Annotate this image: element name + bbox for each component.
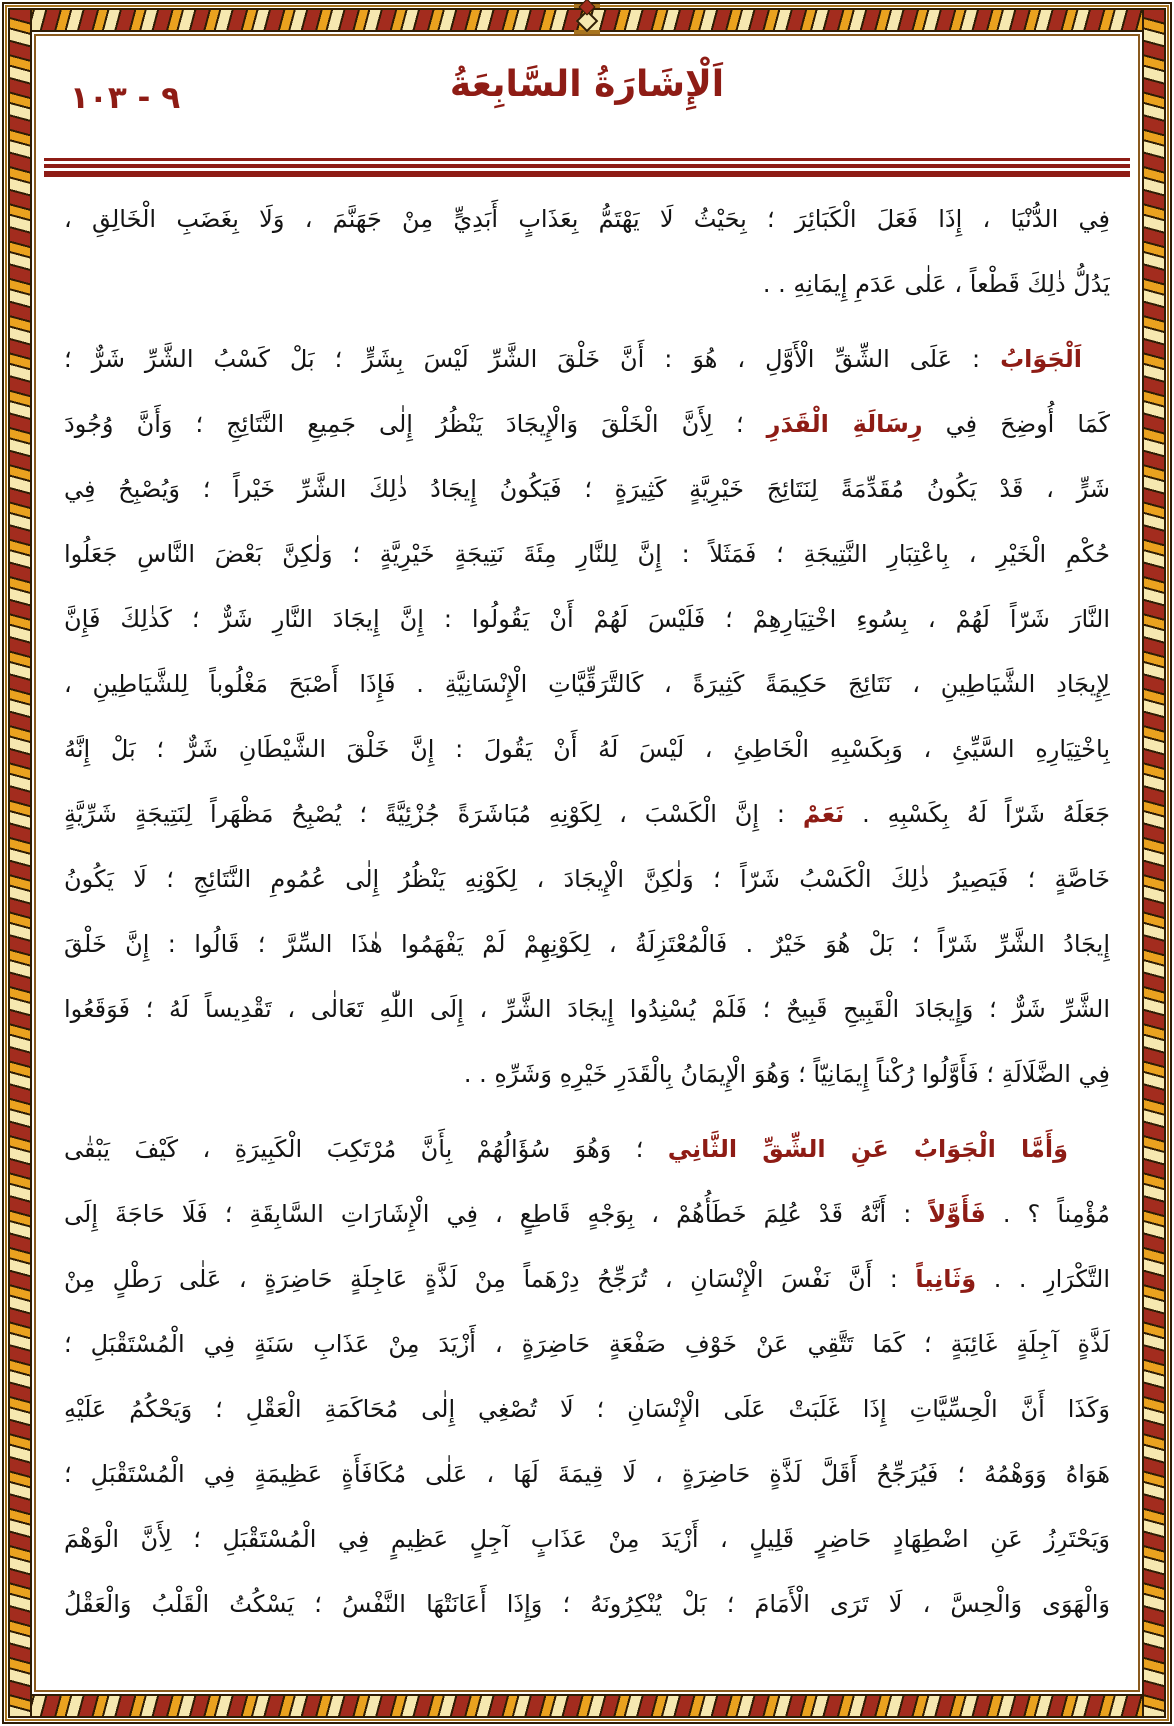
text-line — [64, 977, 1110, 1042]
text-segment: : إِنَّ الْكَسْبَ ، لِكَوْنِهِ مُبَاشَرَةً جُزْئِيَّةً ؛ يُصْبِحُ مَظْهَراً لِنَتِيجَةٍ شَرِّيَّةٍ — [64, 800, 803, 828]
emphasis-red: نَعَمْ — [802, 800, 845, 828]
text-line — [64, 187, 1110, 252]
page-content — [64, 46, 1110, 1686]
text-line — [64, 1377, 1110, 1442]
text-segment: خَاصَّةٍ ؛ فَيَصِيرُ ذٰلِكَ الْكَسْبُ شَرّاً ؛ وَلٰكِنَّ الْإِيجَادَ ، لِكَوْنِهِ يَنْظُرُ إِلٰى عُمُومِ النَّتَائِجِ ؛ لَا يَكُونُ — [64, 865, 1110, 893]
text-segment: إِيجَادُ الشَّرِّ شَرّاً ؛ بَلْ هُوَ خَيْرٌ . فَالْمُعْتَزِلَةُ ، لِكَوْنِهِمْ لَمْ يَفْهَمُوا هٰذَا السِّرَّ ؛ قَالُوا : إِنَّ خَلْقَ — [64, 930, 1110, 958]
text-line — [64, 1572, 1110, 1637]
emphasis-red: فَأَوَّلاً — [928, 1200, 986, 1228]
text-segment: شَرٍّ ، قَدْ يَكُونُ مُقَدِّمَةً لِنَتَائِجَ خَيْرِيَّةٍ كَثِيرَةٍ ؛ فَيَكُونُ إِيجَادُ ذٰلِكَ الشَّرِّ خَيْراً ؛ وَيُصْبِحُ فِي — [64, 475, 1110, 503]
paragraph — [64, 187, 1110, 317]
text-segment: لَذَّةٍ آجِلَةٍ غَائِبَةٍ ؛ كَمَا تَتَّقِي عَنْ خَوْفِ صَفْعَةٍ حَاضِرَةٍ ، أَزْيَدَ مِنْ عَذَابِ سَنَةٍ فِي الْمُسْتَقْبَلِ ؛ — [64, 1330, 1110, 1358]
text-segment: فِي الدُّنْيَا ، إِذَا فَعَلَ الْكَبَائِرَ ؛ بِحَيْثُ لَا يَهْتَمُّ بِعَذَابٍ أَبَدِيٍّ مِنْ جَهَنَّمَ ، وَلَا بِغَضَبِ الْخَالِقِ ، — [64, 205, 1110, 233]
text-line — [64, 252, 1110, 317]
text-segment: يَدُلُّ ذٰلِكَ قَطْعاً ، عَلٰى عَدَمِ إِيمَانِهِ . . — [762, 270, 1110, 298]
text-line — [64, 782, 1110, 847]
text-line — [64, 587, 1110, 652]
page-number: ٩ - ١٠٣ — [70, 80, 181, 116]
text-line — [64, 912, 1110, 977]
frame-band-right — [1142, 8, 1166, 1718]
emphasis-red: اَلْجَوَابُ — [1000, 345, 1082, 373]
frame-band-left — [8, 8, 32, 1718]
paragraph — [64, 327, 1110, 1107]
text-segment: بِاخْتِيَارِهِ السَّيِّئِ ، وَبِكَسْبِهِ الْخَاطِئِ ، لَيْسَ لَهُ أَنْ يَقُولَ : إِنَّ خَلْقَ الشَّيْطَانِ شَرٌّ ؛ بَلْ إِنَّهُ — [64, 735, 1110, 763]
text-segment: : أَنَّ نَفْسَ الْإِنْسَانِ ، تُرَجِّحُ دِرْهَماً مِنْ لَذَّةٍ عَاجِلَةٍ حَاضِرَةٍ ، عَلٰى رَطْلٍ مِنْ — [64, 1265, 916, 1293]
text-line — [64, 392, 1110, 457]
text-line — [64, 327, 1110, 392]
text-segment: وَالْهَوَى وَالْحِسَّ ، لَا تَرَى الْأَمَامَ ؛ بَلْ يُنْكِرُونَهُ ؛ وَإِذَا أَعَانَتْهَا النَّفْسُ ؛ يَسْكُتُ الْقَلْبُ وَالْعَقْلُ — [64, 1590, 1110, 1618]
body-text — [64, 187, 1110, 1637]
paragraph — [64, 1117, 1110, 1637]
frame-band-bottom — [8, 1694, 1166, 1718]
emphasis-red: رِسَالَةِ الْقَدَرِ — [766, 410, 923, 438]
text-segment: ؛ لِأَنَّ الْخَلْقَ وَالْإِيجَادَ يَنْظُرُ إِلٰى جَمِيعِ النَّتَائِجِ ؛ وَأَنَّ وُجُودَ — [64, 410, 767, 438]
text-line — [64, 717, 1110, 782]
text-line — [64, 652, 1110, 717]
text-segment: النَّارَ شَرّاً لَهُمْ ، بِسُوءِ اخْتِيَارِهِمْ ؛ فَلَيْسَ لَهُمْ أَنْ يَقُولُوا : إِنَّ إِيجَادَ النَّارِ شَرٌّ ؛ كَذٰلِكَ فَإِنَّ — [64, 605, 1110, 633]
text-line — [64, 1182, 1110, 1247]
text-segment: هَوَاهُ وَوَهْمُهُ ؛ فَيُرَجِّحُ أَقَلَّ لَذَّةٍ حَاضِرَةٍ ، لَا قِيمَةَ لَهَا ، عَلٰى مُكَافَأَةٍ عَظِيمَةٍ فِي الْمُسْتَقْبَلِ ؛ — [64, 1460, 1110, 1488]
text-segment: الشَّرِّ شَرٌّ ؛ وَإِيجَادَ الْقَبِيحِ قَبِيحٌ ؛ فَلَمْ يُسْنِدُوا إِيجَادَ الشَّرِّ ، إِلَى اللّٰهِ تَعَالٰى ، تَقْدِيساً لَهُ ؛ فَوَقَعُوا — [64, 995, 1110, 1023]
page-header — [64, 46, 1110, 142]
text-line — [64, 1442, 1110, 1507]
text-segment: وَيَحْتَرِزُ عَنِ اضْطِهَادٍ حَاضِرٍ قَلِيلٍ ، أَزْيَدَ مِنْ عَذَابٍ آجِلٍ عَظِيمٍ فِي الْمُسْتَقْبَلِ ؛ لِأَنَّ الْوَهْمَ — [64, 1525, 1110, 1553]
text-line — [64, 457, 1110, 522]
text-segment: لِإِيجَادِ الشَّيَاطِينِ ، نَتَائِجَ حَكِيمَةً كَثِيرَةً ، كَالتَّرَقِّيَّاتِ الْإِنْسَانِيَّةِ . فَإِذَا أَصْبَحَ مَغْلُوباً لِلشَّيَاطِينِ ، — [64, 670, 1110, 698]
text-segment: فِي الضَّلَالَةِ ؛ فَأَوَّلُوا رُكْناً إِيمَانِيّاً ؛ وَهُوَ الْإِيمَانُ بِالْقَدَرِ خَيْرِهِ وَشَرِّهِ . . — [463, 1060, 1110, 1088]
text-segment: كَمَا أُوضِحَ فِي — [922, 410, 1110, 438]
text-segment: التَّكْرَارِ . . — [976, 1265, 1110, 1293]
text-segment: جَعَلَهُ شَرّاً لَهُ بِكَسْبِهِ . — [844, 800, 1110, 828]
text-segment: ؛ وَهُوَ سُؤَالُهُمْ بِأَنَّ مُرْتَكِبَ الْكَبِيرَةِ ، كَيْفَ يَبْقٰى — [64, 1135, 668, 1163]
frame-finial-icon — [579, 0, 596, 15]
text-line — [64, 1507, 1110, 1572]
emphasis-red: وَثَانِياً — [915, 1265, 977, 1293]
text-line — [64, 847, 1110, 912]
text-line — [64, 1312, 1110, 1377]
text-line — [64, 1042, 1110, 1107]
text-segment: وَكَذَا أَنَّ الْحِسِّيَّاتِ إِذَا غَلَبَتْ عَلَى الْإِنْسَانِ ؛ لَا تُصْغِي إِلٰى مُحَاكَمَةِ الْعَقْلِ ؛ وَيَحْكُمُ عَلَيْهِ — [64, 1395, 1110, 1423]
text-line — [64, 1247, 1110, 1312]
text-segment: : عَلَى الشِّقِّ الْأَوَّلِ ، هُوَ : أَنَّ خَلْقَ الشَّرِّ لَيْسَ بِشَرٍّ ؛ بَلْ كَسْبُ الشَّرِّ شَرٌّ ؛ — [64, 345, 1001, 373]
text-segment: : أَنَّهُ قَدْ عُلِمَ خَطَأُهُمْ ، بِوَجْهٍ قَاطِعٍ ، فِي الْإِشَارَاتِ السَّابِقَةِ ؛ فَلَا حَاجَةَ إِلَى — [64, 1200, 929, 1228]
text-segment: مُؤْمِناً ؟ . — [985, 1200, 1110, 1228]
text-segment: حُكْمِ الْخَيْرِ ، بِاعْتِبَارِ النَّتِيجَةِ ؛ فَمَثَلاً : إِنَّ لِلنَّارِ مِئَةَ نَتِيجَةٍ خَيْرِيَّةٍ ؛ وَلٰكِنَّ بَعْضَ النَّاسِ جَعَلُوا — [64, 540, 1110, 568]
page-title: اَلْإِشَارَةُ السَّابِعَةُ — [449, 64, 725, 105]
text-line — [64, 1117, 1110, 1182]
text-line — [64, 522, 1110, 587]
header-divider — [44, 158, 1130, 177]
emphasis-red: وَأَمَّا الْجَوَابُ عَنِ الشِّقِّ الثَّانِي — [667, 1135, 1068, 1163]
